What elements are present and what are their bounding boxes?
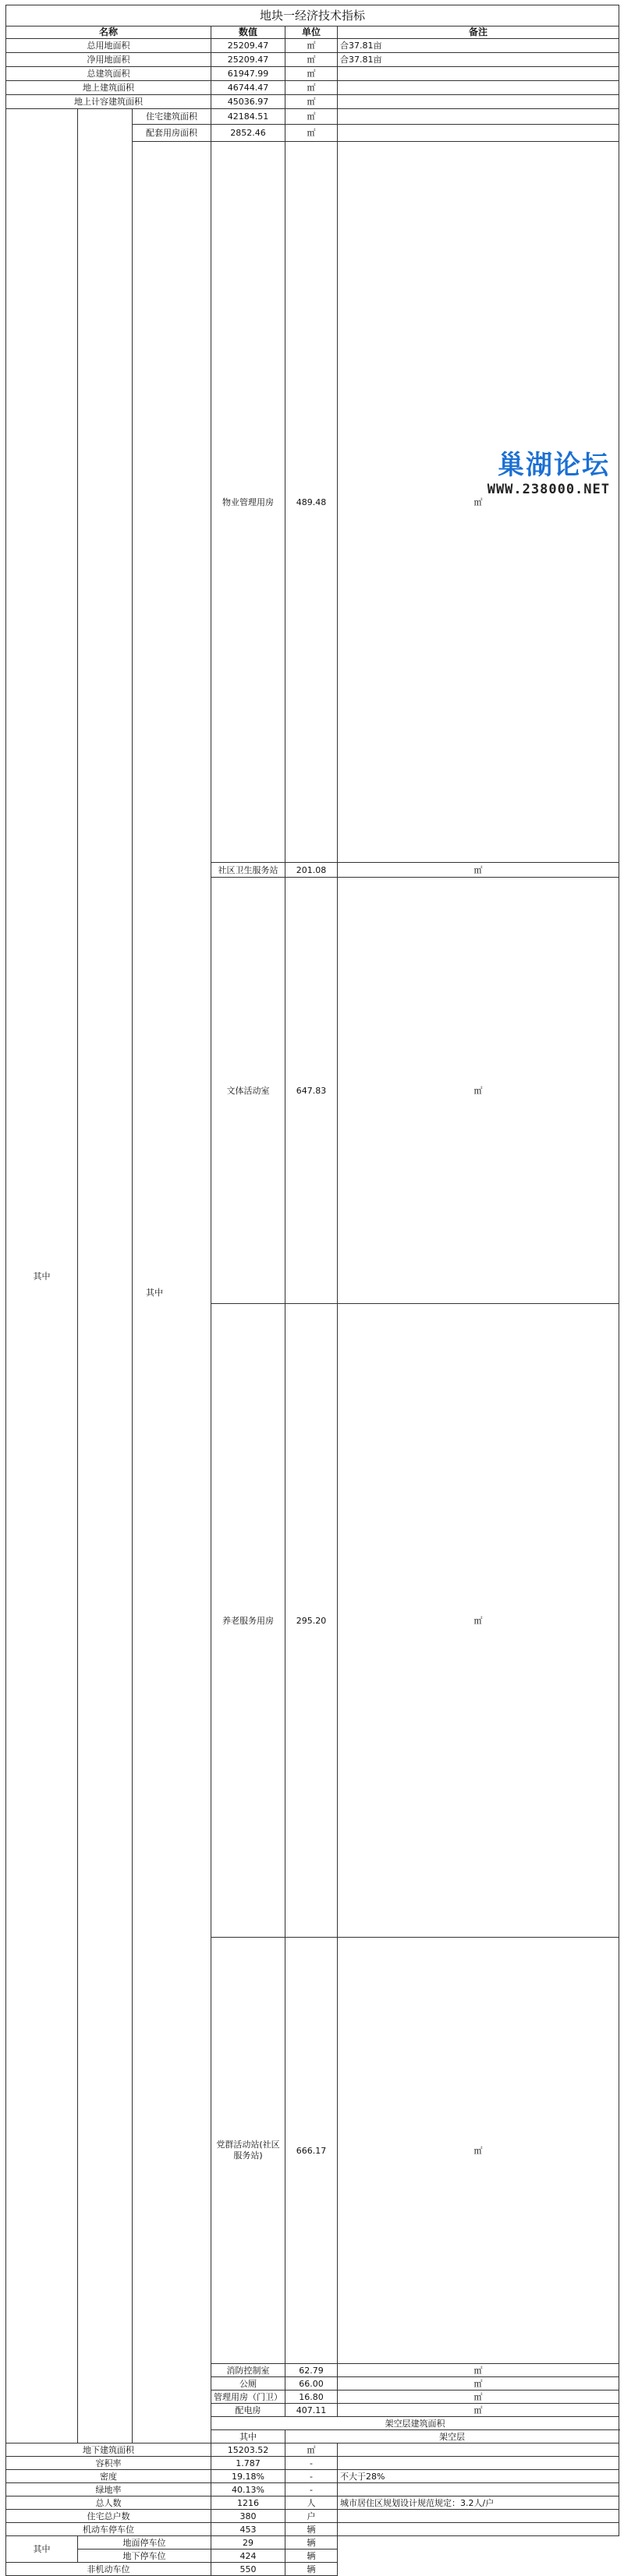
row-unit: - bbox=[285, 2483, 338, 2496]
group-label: 其中 bbox=[6, 109, 78, 2443]
row-value: 550 bbox=[211, 2563, 285, 2576]
row-value: 19.18% bbox=[211, 2470, 285, 2483]
row-unit: ㎡ bbox=[285, 109, 338, 125]
row-unit: ㎡ bbox=[338, 142, 619, 863]
row-note bbox=[338, 2510, 619, 2523]
row-note bbox=[338, 67, 619, 81]
row-name: 物业管理用房 bbox=[211, 142, 285, 863]
row-unit: ㎡ bbox=[338, 1304, 619, 1938]
row-name: 绿地率 bbox=[6, 2483, 211, 2496]
header-unit: 单位 bbox=[285, 27, 338, 39]
row-unit: ㎡ bbox=[338, 878, 619, 1304]
row-value: 46744.47 bbox=[211, 81, 285, 95]
row-name: 架空层建筑面积 bbox=[211, 2417, 619, 2430]
table-title: 地块一经济技术指标 bbox=[6, 5, 619, 27]
row-note: 合37.81亩 bbox=[338, 53, 619, 67]
row-unit: ㎡ bbox=[338, 2390, 619, 2404]
row-unit: ㎡ bbox=[338, 2364, 619, 2377]
row-value: 666.17 bbox=[285, 1938, 338, 2364]
row-value: 15203.52 bbox=[211, 2443, 285, 2457]
row-name: 地上计容建筑面积 bbox=[6, 95, 211, 109]
row-value: 201.08 bbox=[285, 863, 338, 878]
row-value: 453 bbox=[211, 2523, 285, 2536]
row-name: 架空层 bbox=[285, 2430, 619, 2443]
row-note bbox=[338, 2536, 619, 2576]
row-value: 45036.97 bbox=[211, 95, 285, 109]
row-value: 380 bbox=[211, 2510, 285, 2523]
row-name: 地面停车位 bbox=[78, 2536, 211, 2549]
row-name: 密度 bbox=[6, 2470, 211, 2483]
row-name: 净用地面积 bbox=[6, 53, 211, 67]
header-value: 数值 bbox=[211, 27, 285, 39]
row-name: 配电房 bbox=[211, 2404, 285, 2417]
row-name: 公厕 bbox=[211, 2377, 285, 2390]
row-unit: ㎡ bbox=[285, 125, 338, 142]
header-note: 备注 bbox=[338, 27, 619, 39]
row-value: 62.79 bbox=[285, 2364, 338, 2377]
row-name: 住宅总户数 bbox=[6, 2510, 211, 2523]
row-unit: ㎡ bbox=[338, 863, 619, 878]
row-unit: 辆 bbox=[285, 2523, 338, 2536]
row-unit: ㎡ bbox=[338, 2404, 619, 2417]
watermark-logo: 巢湖论坛 bbox=[498, 450, 610, 481]
row-name: 地下停车位 bbox=[78, 2549, 211, 2563]
row-name: 总人数 bbox=[6, 2496, 211, 2510]
row-note bbox=[338, 2457, 619, 2470]
row-value: 1216 bbox=[211, 2496, 285, 2510]
row-name: 容积率 bbox=[6, 2457, 211, 2470]
row-note bbox=[338, 81, 619, 95]
row-name: 地下建筑面积 bbox=[6, 2443, 211, 2457]
row-unit: ㎡ bbox=[285, 53, 338, 67]
row-value: 424 bbox=[211, 2549, 285, 2563]
row-note: 不大于28% bbox=[338, 2470, 619, 2483]
header-name: 名称 bbox=[6, 27, 211, 39]
row-unit: - bbox=[285, 2457, 338, 2470]
row-value: 2852.46 bbox=[211, 125, 285, 142]
watermark bbox=[488, 443, 610, 497]
row-value: 1.787 bbox=[211, 2457, 285, 2470]
row-unit: 人 bbox=[285, 2496, 338, 2510]
row-unit: 辆 bbox=[285, 2536, 338, 2549]
group-label: 其中 bbox=[211, 2430, 285, 2443]
group-spacer bbox=[78, 109, 133, 2443]
row-value: 66.00 bbox=[285, 2377, 338, 2390]
row-value: 25209.47 bbox=[211, 39, 285, 53]
row-value: 42184.51 bbox=[211, 109, 285, 125]
row-note bbox=[338, 109, 619, 125]
row-name: 住宅建筑面积 bbox=[133, 109, 211, 125]
row-value: 29 bbox=[211, 2536, 285, 2549]
row-unit: ㎡ bbox=[338, 2377, 619, 2390]
row-name: 管理用房（门卫） bbox=[211, 2390, 285, 2404]
row-name: 总建筑面积 bbox=[6, 67, 211, 81]
row-value: 40.13% bbox=[211, 2483, 285, 2496]
row-unit: 辆 bbox=[285, 2549, 338, 2563]
row-unit: ㎡ bbox=[285, 39, 338, 53]
indicator-table bbox=[5, 5, 619, 2576]
row-note: 合37.81亩 bbox=[338, 39, 619, 53]
row-unit: ㎡ bbox=[338, 1938, 619, 2364]
row-name: 文体活动室 bbox=[211, 878, 285, 1304]
watermark-url: WWW.238000.NET bbox=[487, 482, 610, 497]
row-unit: ㎡ bbox=[285, 81, 338, 95]
row-value: 295.20 bbox=[285, 1304, 338, 1938]
row-name: 总用地面积 bbox=[6, 39, 211, 53]
row-unit: ㎡ bbox=[285, 2443, 338, 2457]
row-name: 机动车停车位 bbox=[6, 2523, 211, 2536]
row-name: 社区卫生服务站 bbox=[211, 863, 285, 878]
row-name: 养老服务用房 bbox=[211, 1304, 285, 1938]
row-name: 地上建筑面积 bbox=[6, 81, 211, 95]
row-unit: 户 bbox=[285, 2510, 338, 2523]
row-unit: - bbox=[285, 2470, 338, 2483]
row-value: 647.83 bbox=[285, 878, 338, 1304]
row-value: 489.48 bbox=[285, 142, 338, 863]
row-note bbox=[338, 2523, 619, 2536]
row-note bbox=[338, 125, 619, 142]
subgroup-cell bbox=[133, 142, 211, 2443]
row-note bbox=[338, 2443, 619, 2457]
row-note bbox=[338, 2483, 619, 2496]
row-unit: ㎡ bbox=[285, 67, 338, 81]
row-name: 配套用房面积 bbox=[133, 125, 211, 142]
group-label: 其中 bbox=[6, 2536, 78, 2563]
row-value: 407.11 bbox=[285, 2404, 338, 2417]
subgroup-label: 其中 bbox=[146, 1287, 163, 1298]
row-name: 党群活动站(社区服务站) bbox=[211, 1938, 285, 2364]
row-note: 城市居住区规划设计规范规定：3.2人/户 bbox=[338, 2496, 619, 2510]
row-value: 61947.99 bbox=[211, 67, 285, 81]
row-value: 16.80 bbox=[285, 2390, 338, 2404]
row-value: 25209.47 bbox=[211, 53, 285, 67]
row-unit: ㎡ bbox=[285, 95, 338, 109]
row-name: 消防控制室 bbox=[211, 2364, 285, 2377]
row-name: 非机动车位 bbox=[6, 2563, 211, 2576]
row-note bbox=[338, 95, 619, 109]
row-unit: 辆 bbox=[285, 2563, 338, 2576]
